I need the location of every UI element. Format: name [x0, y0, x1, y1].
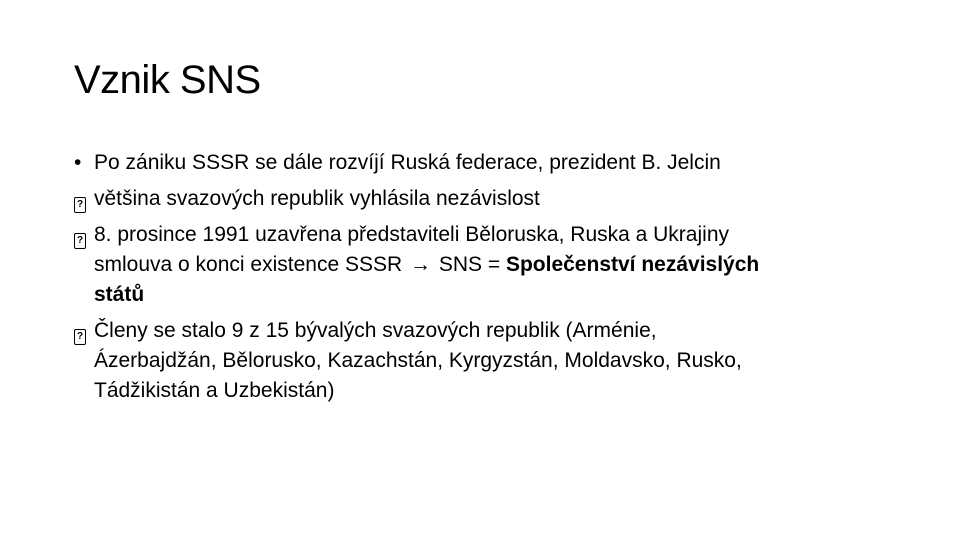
bullet-item-2 — [74, 184, 934, 214]
bullet-item-1 — [74, 148, 934, 178]
bullet-text-1: Po zániku SSSR se dále rozvíjí Ruská federace, prezident B. Jelcin — [94, 151, 721, 174]
slide-title: Vznik SNS — [74, 58, 261, 102]
bullet-item-3 — [74, 220, 934, 310]
missing-glyph-box: ? — [74, 329, 86, 345]
bullet-text-3-bold: Společenství nezávislých — [505, 253, 760, 276]
slide-body — [74, 148, 934, 406]
right-arrow-icon: → — [409, 253, 431, 276]
bullet-item-4 — [74, 316, 934, 406]
bullet-text-3-line-1: 8. prosince 1991 uzavřena představiteli Běloruska, Ruska a Ukrajiny — [94, 223, 729, 246]
bullet-text-3-line-2-pre: smlouva o konci existence SSSR — [94, 253, 403, 276]
missing-glyph-icon — [74, 184, 92, 214]
bullet-text-4-line-1: Členy se stalo 9 z 15 bývalých svazových republik (Arménie, — [94, 319, 657, 342]
missing-glyph-icon — [74, 316, 92, 346]
bullet-text-3-bold-2: států — [94, 283, 145, 306]
missing-glyph-box: ? — [74, 233, 86, 249]
bullet-text-3-line-2 — [94, 250, 934, 280]
missing-glyph-icon — [74, 220, 92, 250]
bullet-text-4-line-2: Ázerbajdžán, Bělorusko, Kazachstán, Kyrgyzstán, Moldavsko, Rusko, — [94, 349, 742, 372]
bullet-dot-icon: • — [74, 151, 82, 174]
missing-glyph-box: ? — [74, 197, 86, 213]
bullet-text-4-line-3: Tádžikistán a Uzbekistán) — [94, 379, 335, 402]
bullet-text-3-line-3 — [94, 280, 934, 310]
bullet-text-2: většina svazových republik vyhlásila nezávislost — [94, 187, 540, 210]
bullet-text-3-line-2-mid: SNS = — [438, 253, 506, 276]
